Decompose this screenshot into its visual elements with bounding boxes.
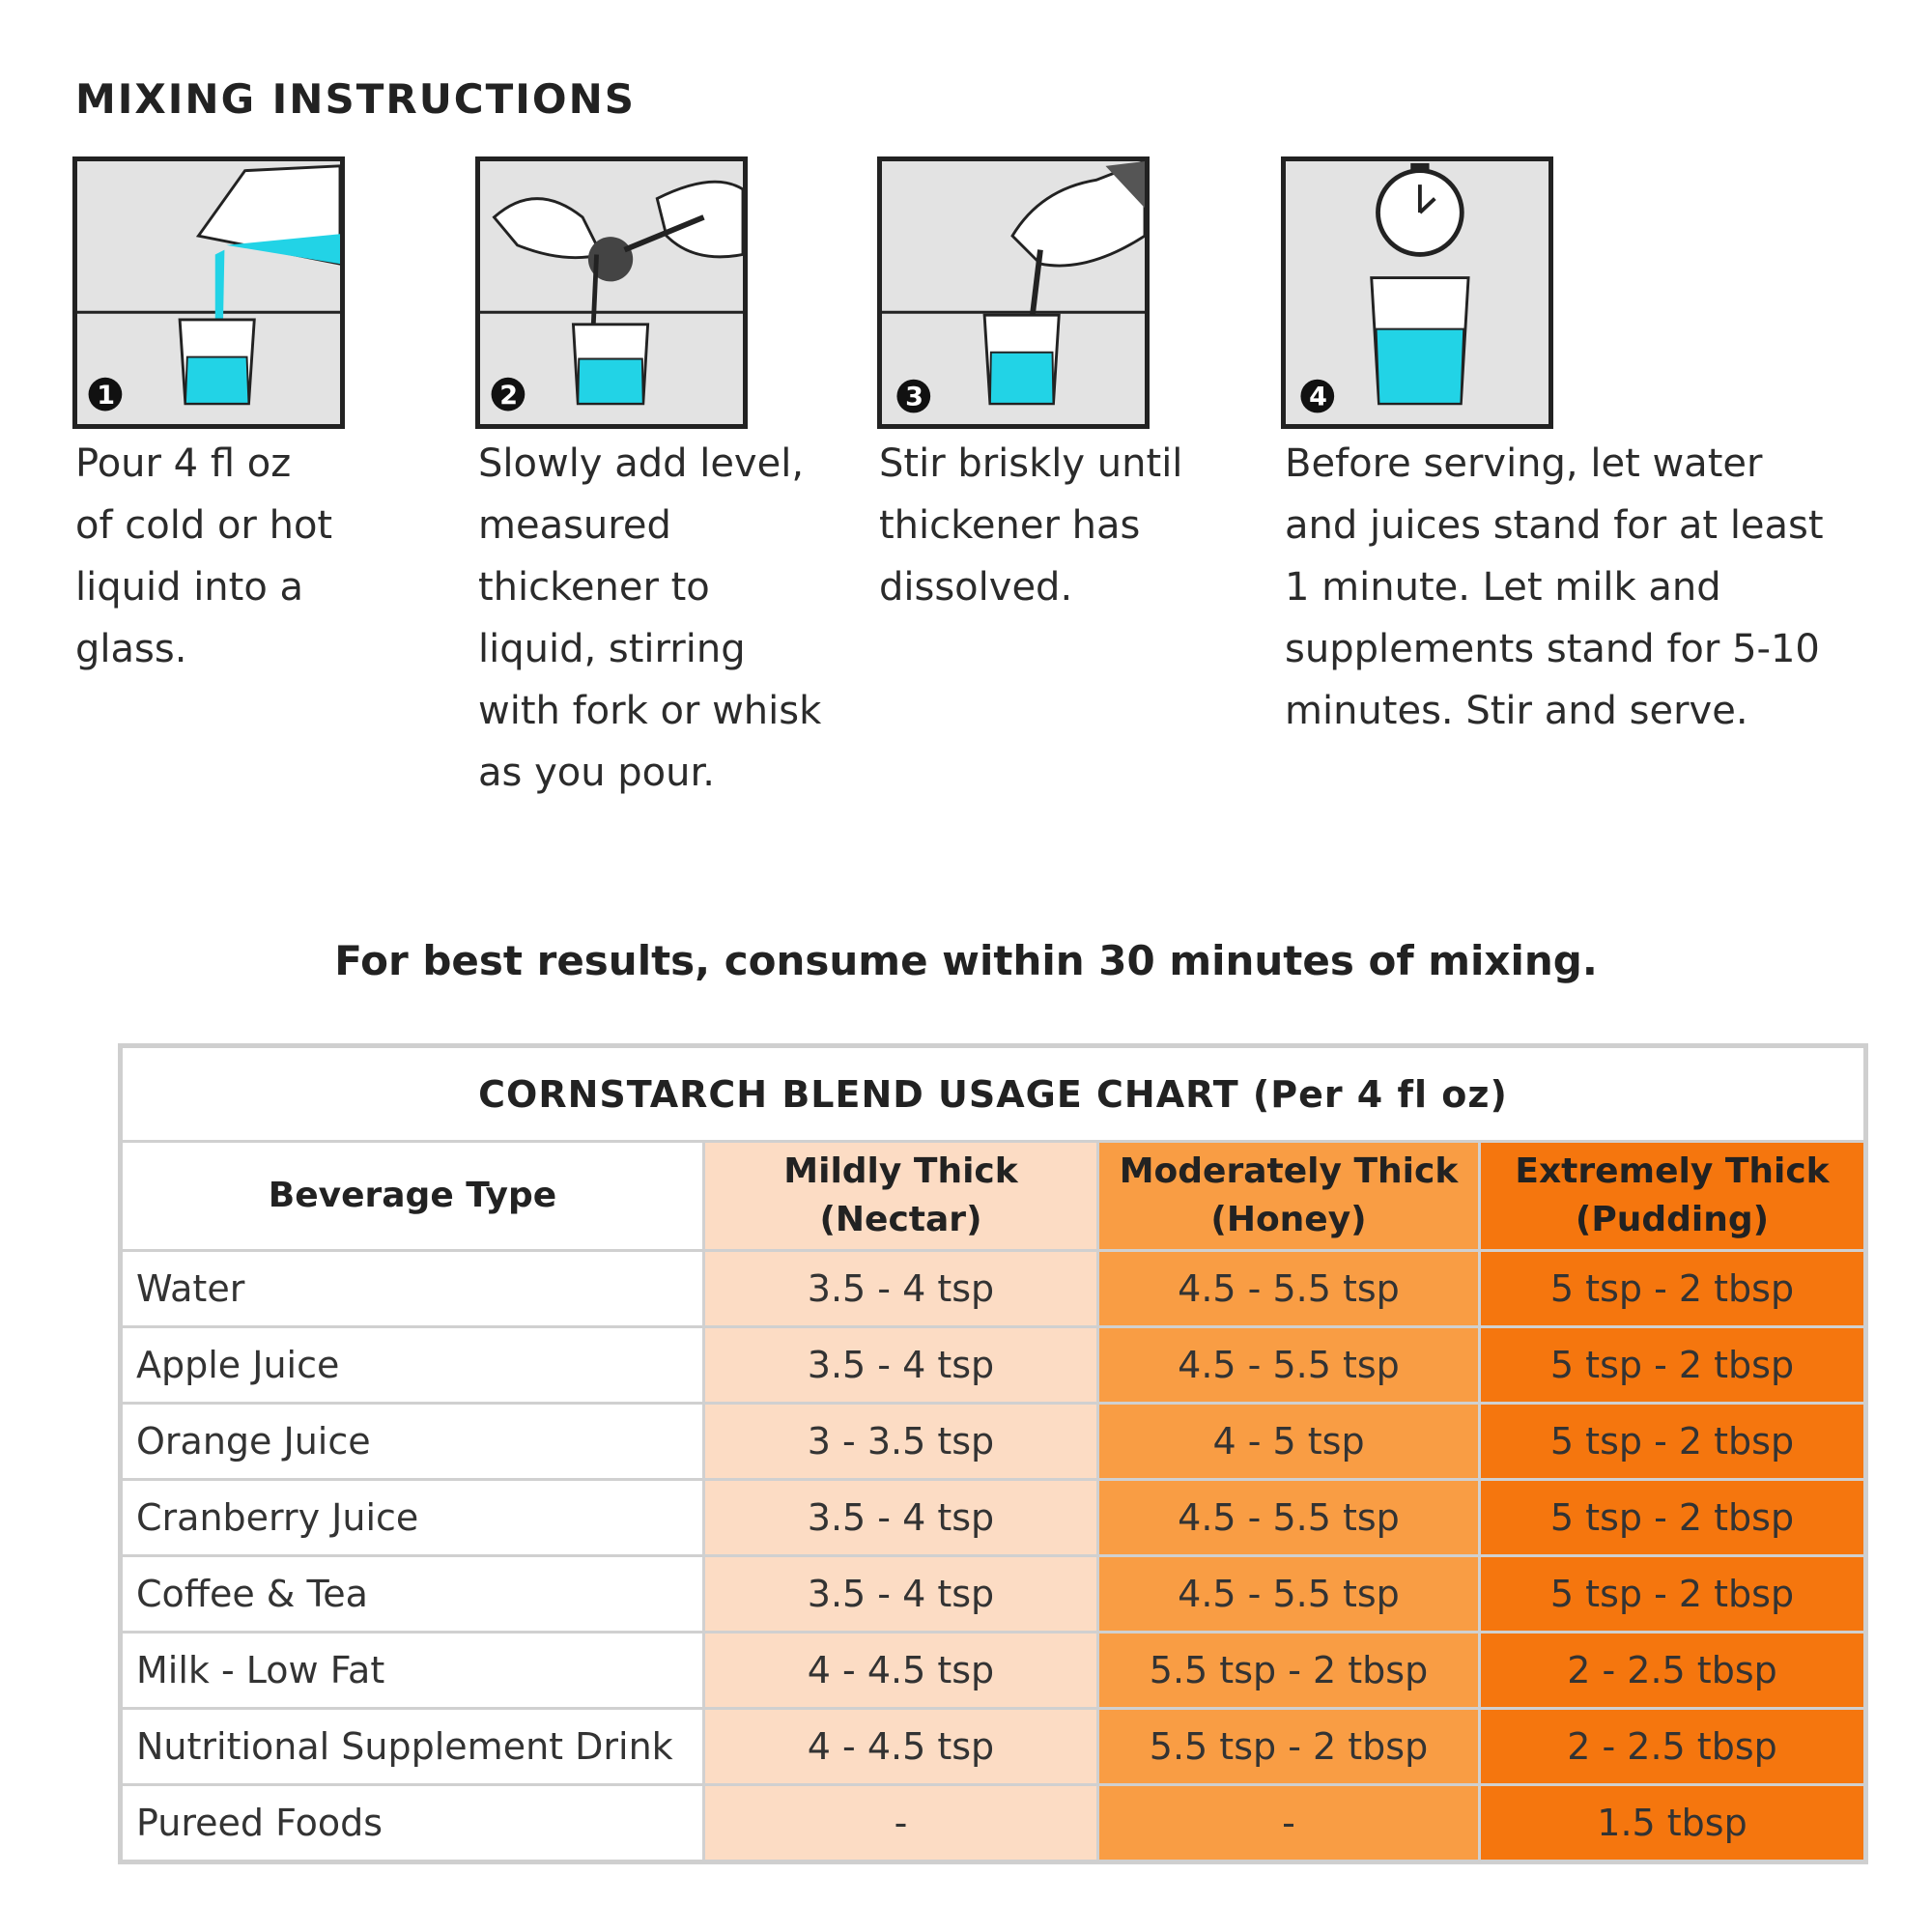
step-1-illustration	[72, 156, 345, 429]
usage-chart-table	[118, 1043, 1868, 1864]
beverage-cell: Coffee & Tea	[121, 1556, 704, 1633]
table-row	[121, 1480, 1866, 1556]
extreme-cell: 5 tsp - 2 tbsp	[1480, 1327, 1866, 1404]
beverage-cell: Nutritional Supplement Drink	[121, 1709, 704, 1785]
beverage-cell: Pureed Foods	[121, 1785, 704, 1862]
beverage-cell: Apple Juice	[121, 1327, 704, 1404]
beverage-cell: Orange Juice	[121, 1404, 704, 1480]
header-beverage-type: Beverage Type	[121, 1142, 704, 1251]
header-mildly-thick: Mildly Thick (Nectar)	[704, 1142, 1098, 1251]
mild-cell: 4 - 4.5 tsp	[704, 1633, 1098, 1709]
step-2-text: Slowly add level, measured thickener to liquid, stirring with fork or whisk as you pour.	[478, 441, 822, 795]
step-1-text: Pour 4 fl oz of cold or hot liquid into a glass.	[75, 441, 333, 671]
beverage-cell: Water	[121, 1251, 704, 1327]
mild-cell: 4 - 4.5 tsp	[704, 1709, 1098, 1785]
step-4-illustration	[1281, 156, 1553, 429]
table-row	[121, 1327, 1866, 1404]
step-3-number: 3	[905, 382, 923, 412]
extreme-cell: 2 - 2.5 tbsp	[1480, 1709, 1866, 1785]
step-3-text: Stir briskly until thickener has dissolved.	[879, 441, 1183, 610]
extreme-cell: 5 tsp - 2 tbsp	[1480, 1404, 1866, 1480]
beverage-cell: Milk - Low Fat	[121, 1633, 704, 1709]
mild-cell: 3 - 3.5 tsp	[704, 1404, 1098, 1480]
step-2-number: 2	[499, 380, 519, 411]
step-4-number: 4	[1309, 382, 1327, 412]
usage-chart-title: CORNSTARCH BLEND USAGE CHART (Per 4 fl oz)	[121, 1046, 1866, 1142]
step-1-number: 1	[97, 380, 116, 411]
mild-cell: 3.5 - 4 tsp	[704, 1327, 1098, 1404]
header-extremely-thick: Extremely Thick (Pudding)	[1480, 1142, 1866, 1251]
table-row	[121, 1709, 1866, 1785]
extreme-cell: 5 tsp - 2 tbsp	[1480, 1556, 1866, 1633]
header-moderately-thick: Moderately Thick (Honey)	[1098, 1142, 1480, 1251]
mild-cell: -	[704, 1785, 1098, 1862]
step-3-illustration	[877, 156, 1150, 429]
table-row	[121, 1556, 1866, 1633]
extreme-cell: 2 - 2.5 tbsp	[1480, 1633, 1866, 1709]
moderate-cell: 4.5 - 5.5 tsp	[1098, 1251, 1480, 1327]
table-row	[121, 1251, 1866, 1327]
moderate-cell: 5.5 tsp - 2 tbsp	[1098, 1633, 1480, 1709]
moderate-cell: 4 - 5 tsp	[1098, 1404, 1480, 1480]
best-results-note: For best results, consume within 30 minutes of mixing.	[334, 937, 1598, 984]
moderate-cell: 4.5 - 5.5 tsp	[1098, 1556, 1480, 1633]
step-4-text: Before serving, let water and juices stand for at least 1 minute. Let milk and supplements stand for 5-10 minutes. Stir and serve.	[1285, 441, 1824, 733]
mild-cell: 3.5 - 4 tsp	[704, 1251, 1098, 1327]
page-title: MIXING INSTRUCTIONS	[75, 75, 637, 123]
extreme-cell: 5 tsp - 2 tbsp	[1480, 1480, 1866, 1556]
step-2-illustration	[475, 156, 748, 429]
extreme-cell: 5 tsp - 2 tbsp	[1480, 1251, 1866, 1327]
moderate-cell: 5.5 tsp - 2 tbsp	[1098, 1709, 1480, 1785]
beverage-cell: Cranberry Juice	[121, 1480, 704, 1556]
table-row	[121, 1633, 1866, 1709]
mild-cell: 3.5 - 4 tsp	[704, 1556, 1098, 1633]
moderate-cell: 4.5 - 5.5 tsp	[1098, 1480, 1480, 1556]
moderate-cell: -	[1098, 1785, 1480, 1862]
mild-cell: 3.5 - 4 tsp	[704, 1480, 1098, 1556]
table-row	[121, 1404, 1866, 1480]
extreme-cell: 1.5 tbsp	[1480, 1785, 1866, 1862]
moderate-cell: 4.5 - 5.5 tsp	[1098, 1327, 1480, 1404]
table-row	[121, 1785, 1866, 1862]
